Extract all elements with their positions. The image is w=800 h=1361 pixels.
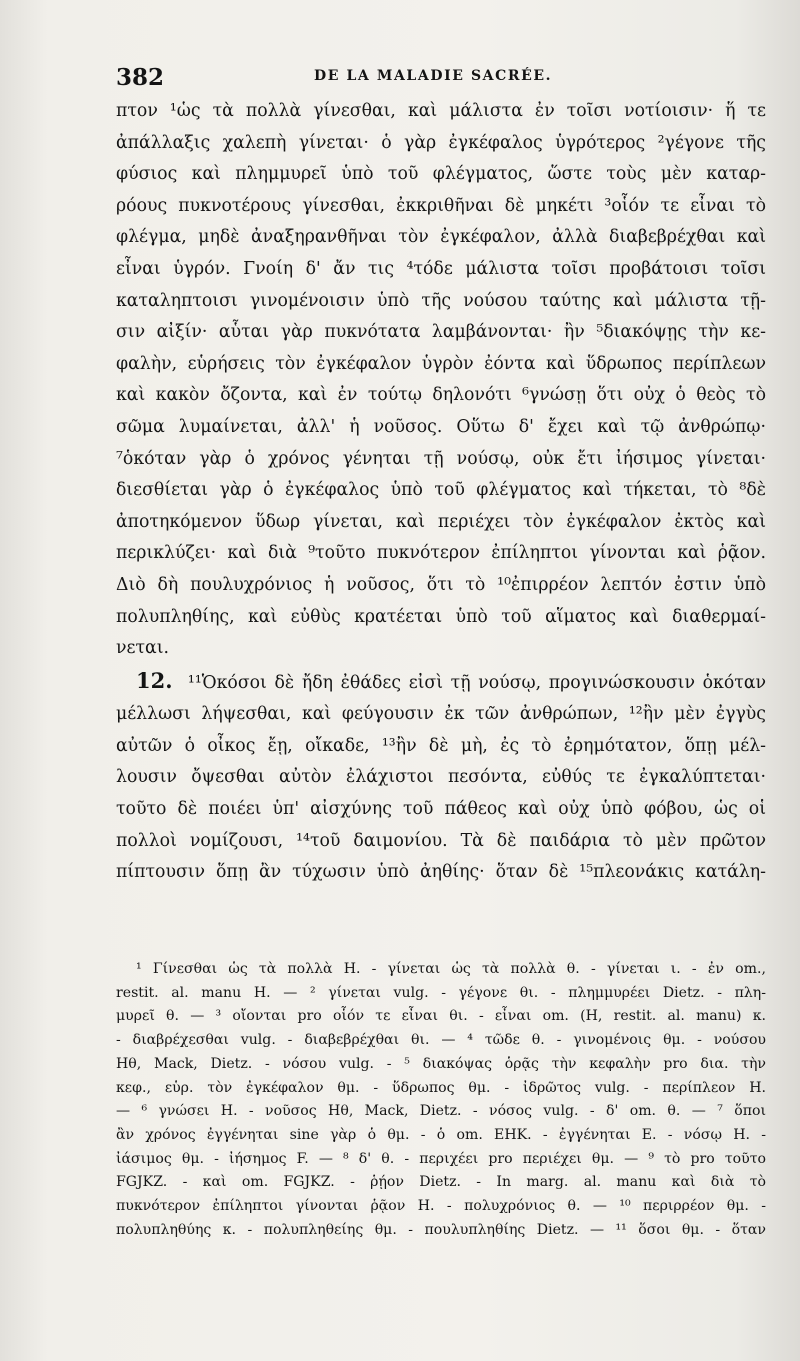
text-line: ρόους πυκνοτέρους γίνεσθαι, ἐκκριθῆναι δὲ μηκέτι ³οἷόν τε εἶναι τὸ	[116, 195, 766, 216]
main-text	[116, 96, 766, 889]
text-line: πτον ¹ὡς τὰ πολλὰ γίνεσθαι, καὶ μάλιστα ἐν τοῖσι νοτίοισιν· ἥ τε	[116, 101, 766, 121]
footnote-line: restit. al. manu H. — ² γίνεται vulg. - γέγονε θι. - πλημμυρέει Dietz. - πλη-	[116, 984, 766, 1001]
section-first-line	[116, 665, 766, 700]
footnote-line: - διαβρέχεσθαι vulg. - διαβεβρέχθαι θι. — ⁴ τῶδε θ. - γινομένοις θμ. - νούσου	[116, 1032, 766, 1049]
section-number: 12.	[136, 667, 173, 693]
text-line: πολυπληθίης, καὶ εὐθὺς κρατέεται ὑπὸ τοῦ αἵματος καὶ διαθερμαί-	[116, 606, 766, 627]
footnote-line: ἂν χρόνος ἐγγένηται sine γὰρ ὁ θμ. - ὁ om. EHK. - ἐγγένηται E. - νόσῳ H. -	[116, 1126, 766, 1143]
text-line: τοῦτο δὲ ποιέει ὑπ' αἰσχύνης τοῦ πάθεος καὶ οὐχ ὑπὸ φόβου, ὡς οἱ	[116, 799, 766, 820]
text-line: φλέγμα, μηδὲ ἀναξηρανθῆναι τὸν ἐγκέφαλον, ἀλλὰ διαβεβρέχθαι καὶ	[116, 227, 766, 248]
text-line: ἀποτηκόμενον ὕδωρ γίνεται, καὶ περιέχει τὸν ἐγκέφαλον ἐκτὸς καὶ	[116, 511, 766, 532]
text-line: ⁷ὁκόταν γὰρ ὁ χρόνος γένηται τῇ νούσῳ, οὐκ ἔτι ἰήσιμος γίνεται·	[116, 448, 766, 469]
text-line: καταληπτοισι γινομένοισιν ὑπὸ τῆς νούσου ταύτης καὶ μάλιστα τῇ-	[116, 290, 766, 311]
text-line: σιν αἰξίν· αὗται γὰρ πυκνότατα λαμβάνονται· ἢν ⁵διακόψῃς τὴν κε-	[116, 322, 766, 343]
footnote-line: πολυπληθύης κ. - πολυπληθείης θμ. - πουλυπληθίης Dietz. — ¹¹ ὅσοι θμ. - ὅταν	[116, 1221, 766, 1238]
footnote-line: ἰάσιμος θμ. - ἰήσημος F. — ⁸ δ' θ. - περιχέει pro περιέχει θμ. — ⁹ τὸ pro τοῦτο	[116, 1150, 766, 1167]
running-title: DE LA MALADIE SACRÉE.	[314, 68, 553, 84]
text-line: νεται.	[116, 638, 169, 659]
footnote-line: μυρεῖ θ. — ³ οἴονται pro οἷόν τε εἶναι θι. - εἶναι om. (H, restit. al. manu) κ.	[116, 1008, 766, 1025]
footnote-line: ¹ Γίνεσθαι ὡς τὰ πολλὰ H. - γίνεται ὡς τὰ πολλὰ θ. - γίνεται ι. - ἐν om.,	[136, 961, 766, 977]
footnote-line: — ⁶ γνώσει H. - νοῦσος Hθ, Mack, Dietz. - νόσος vulg. - δ' om. θ. — ⁷ ὅποι	[116, 1103, 766, 1120]
text-line: Διὸ δὴ πουλυχρόνιος ἡ νοῦσος, ὅτι τὸ ¹⁰ἐπιρρέον λεπτόν ἐστιν ὑπὸ	[116, 574, 766, 595]
page-header	[116, 64, 750, 90]
text-line: φύσιος καὶ πλημμυρεῖ ὑπὸ τοῦ φλέγματος, ὥστε τοὺς μὲν καταρ-	[116, 164, 766, 185]
footnote-line: πυκνότερον ἐπίληπτοι γίνονται ῥᾷον H. - πολυχρόνιος θ. — ¹⁰ περιρρέον θμ. -	[116, 1198, 766, 1215]
section-line-text: ¹¹Ὁκόσοι δὲ ἤδη ἐθάδες εἰσὶ τῇ νούσῳ, προγινώσκουσιν ὁκόταν	[187, 672, 766, 693]
text-line: φαλὴν, εὑρήσεις τὸν ἐγκέφαλον ὑγρὸν ἐόντα καὶ ὕδρωπος περίπλεων	[116, 353, 766, 374]
text-line: πίπτουσιν ὅπῃ ἂν τύχωσιν ὑπὸ ἀηθίης· ὅταν δὲ ¹⁵πλεονάκις κατάλη-	[116, 862, 766, 883]
footnotes	[116, 958, 766, 1242]
text-line: ἀπάλλαξις χαλεπὴ γίνεται· ὁ γὰρ ἐγκέφαλος ὑγρότερος ²γέγονε τῆς	[116, 132, 766, 153]
text-line: καὶ κακὸν ὄζοντα, καὶ ἐν τούτῳ δηλονότι ⁶γνώσῃ ὅτι οὐχ ὁ θεὸς τὸ	[116, 385, 766, 406]
footnote-line: Hθ, Mack, Dietz. - νόσου vulg. - ⁵ διακόψας ὁρᾷς τὴν κεφαλὴν pro δια. τὴν	[116, 1055, 766, 1072]
text-line: περικλύζει· καὶ διὰ ⁹τοῦτο πυκνότερον ἐπίληπτοι γίνονται καὶ ῥᾷον.	[116, 543, 766, 564]
text-line: αὐτῶν ὁ οἶκος ἔῃ, οἴκαδε, ¹³ἢν δὲ μὴ, ἐς τὸ ἐρημότατον, ὅπῃ μέλ-	[116, 735, 766, 756]
text-line: εἶναι ὑγρόν. Γνοίη δ' ἄν τις ⁴τόδε μάλιστα τοῖσι προβάτοισι τοῖσι	[116, 258, 766, 279]
page-number: 382	[116, 64, 165, 91]
footnote-line: FGJKZ. - καὶ om. FGJKZ. - ῥῄον Dietz. - In marg. al. manu καὶ διὰ τὸ	[116, 1174, 766, 1191]
footnote-line: κεφ., εὑρ. τὸν ἐγκέφαλον θμ. - ὕδρωπος θμ. - ἰδρῶτος vulg. - περίπλεον H.	[116, 1079, 766, 1096]
text-line: λουσιν ὄψεσθαι αὐτὸν ἐλάχιστοι πεσόντα, εὐθύς τε ἐγκαλύπτεται·	[116, 767, 766, 788]
text-line: διεσθίεται γὰρ ὁ ἐγκέφαλος ὑπὸ τοῦ φλέγματος καὶ τήκεται, τὸ ⁸δὲ	[116, 480, 766, 501]
text-line: μέλλωσι λήψεσθαι, καὶ φεύγουσιν ἐκ τῶν ἀνθρώπων, ¹²ἢν μὲν ἐγγὺς	[116, 704, 766, 725]
text-line: σῶμα λυμαίνεται, ἀλλ' ἡ νοῦσος. Οὕτω δ' ἔχει καὶ τῷ ἀνθρώπῳ·	[116, 416, 766, 437]
text-line: πολλοὶ νομίζουσι, ¹⁴τοῦ δαιμονίου. Τὰ δὲ παιδάρια τὸ μὲν πρῶτον	[116, 830, 766, 851]
